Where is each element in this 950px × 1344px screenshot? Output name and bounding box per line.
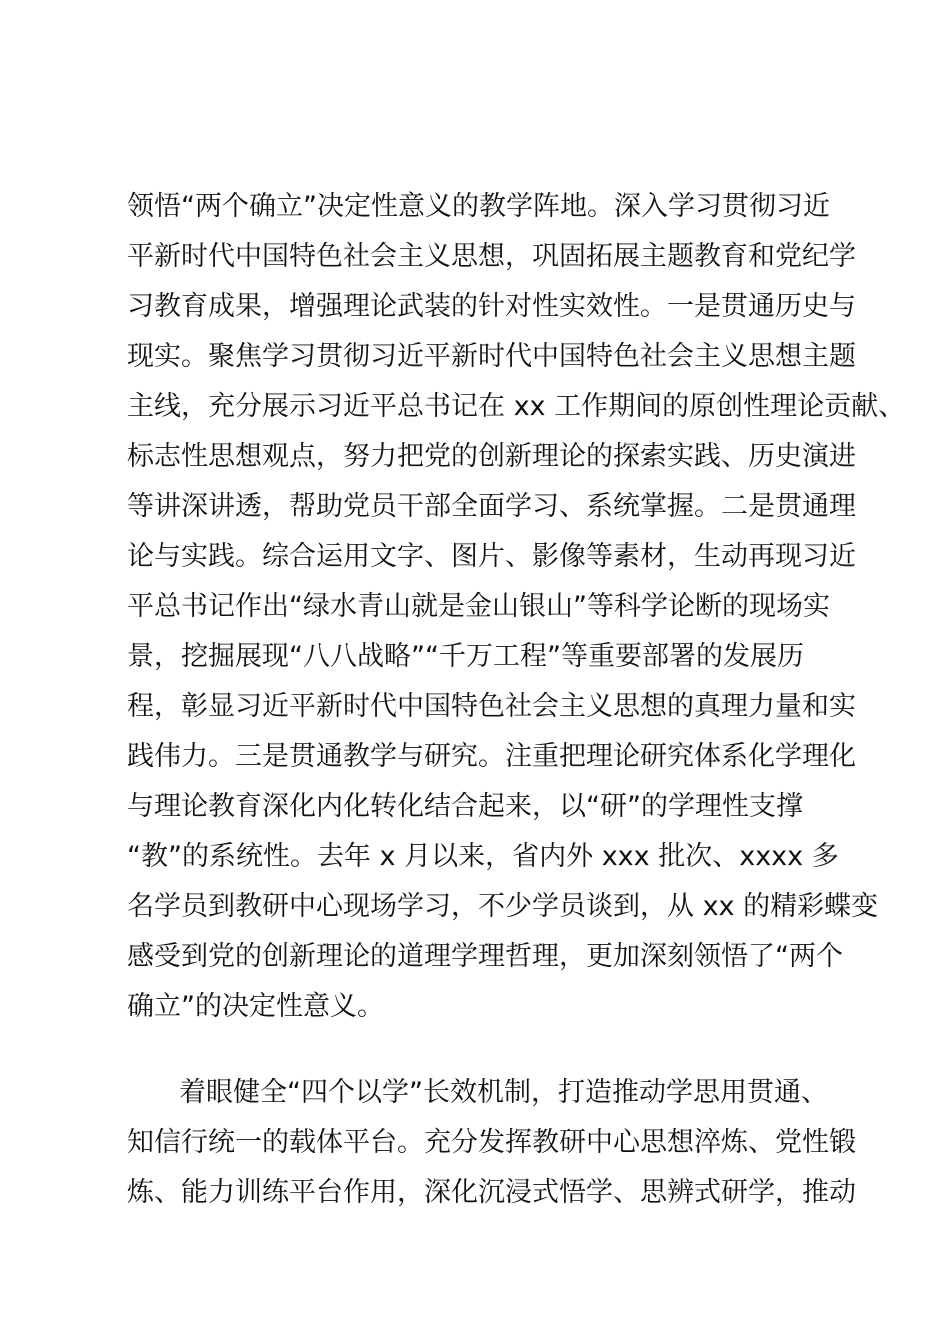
text-line: 践伟力。三是贯通教学与研究。注重把理论研究体系化学理化 <box>127 741 856 772</box>
text-line: 感受到党的创新理论的道理学理哲理，更加深刻领悟了“两个 <box>127 941 843 972</box>
text-line: 平新时代中国特色社会主义思想，巩固拓展主题教育和党纪学 <box>127 241 856 272</box>
text-line: 平总书记作出“绿水青山就是金山银山”等科学论断的现场实 <box>127 591 830 622</box>
text-line: 习教育成果，增强理论武装的针对性实效性。一是贯通历史与 <box>127 291 856 322</box>
text-line: 名学员到教研中心现场学习，不少学员谈到，从 xx 的精彩蝶变 <box>127 891 879 922</box>
text-line: 标志性思想观点，努力把党的创新理论的探索实践、历史演进 <box>127 441 856 472</box>
text-line: 确立”的决定性意义。 <box>127 991 384 1022</box>
text-line: 与理论教育深化内化转化结合起来，以“研”的学理性支撑 <box>127 791 803 822</box>
text-line: 等讲深讲透，帮助党员干部全面学习、系统掌握。二是贯通理 <box>127 491 856 522</box>
text-line: 现实。聚焦学习贯彻习近平新时代中国特色社会主义思想主题 <box>127 341 856 372</box>
text-line: 知信行统一的载体平台。充分发挥教研中心思想淬炼、党性锻 <box>127 1127 856 1158</box>
text-line: 程，彰显习近平新时代中国特色社会主义思想的真理力量和实 <box>127 691 856 722</box>
text-line: 炼、能力训练平台作用，深化沉浸式悟学、思辨式研学，推动 <box>127 1177 856 1208</box>
paragraph-spacer <box>127 1032 847 1068</box>
document-body <box>127 182 906 1218</box>
text-line: 主线，充分展示习近平总书记在 xx 工作期间的原创性理论贡献、 <box>127 391 906 422</box>
text-line: 论与实践。综合运用文字、图片、影像等素材，生动再现习近 <box>127 541 856 572</box>
text-line: 着眼健全“四个以学”长效机制，打造推动学思用贯通、 <box>179 1077 828 1108</box>
text-line: “教”的系统性。去年 x 月以来，省内外 xxx 批次、xxxx 多 <box>127 841 839 872</box>
text-line: 领悟“两个确立”决定性意义的教学阵地。深入学习贯彻习近 <box>127 191 830 222</box>
text-line: 景，挖掘展现“八八战略”“千万工程”等重要部署的发展历 <box>127 641 804 672</box>
